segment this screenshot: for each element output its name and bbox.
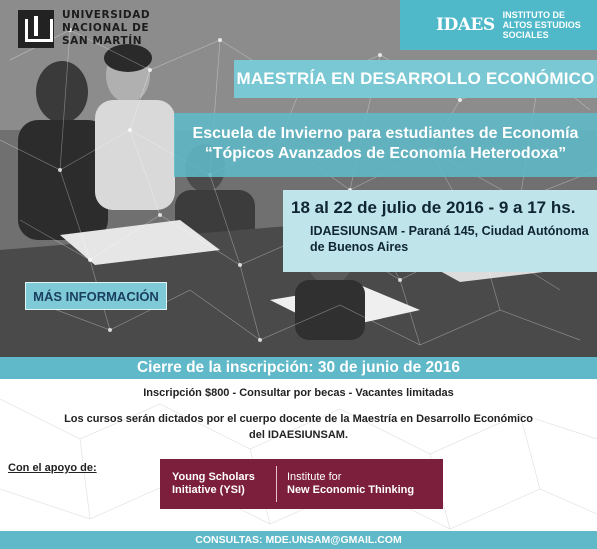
unsam-line2: NACIONAL DE: [62, 22, 150, 34]
course-title-line1: Escuela de Invierno para estudiantes de Economía: [192, 125, 579, 142]
price-line: Inscripción $800 - Consultar por becas - Vacantes limitadas: [143, 387, 454, 399]
program-title: MAESTRÍA EN DESARROLLO ECONÓMICO: [234, 60, 597, 98]
faculty-line2: del IDAESIUNSAM.: [248, 429, 348, 441]
unsam-line3: SAN MARTÍN: [62, 35, 143, 47]
contact-footer[interactable]: CONSULTAS: MDE.UNSAM@GMAIL.COM: [0, 531, 597, 549]
unsam-emblem-icon: [18, 10, 54, 48]
dates-venue-band: [283, 190, 597, 272]
idaes-line3: SOCIALES: [502, 30, 549, 40]
course-title-line2: “Tópicos Avanzados de Economía Heterodoxa”: [204, 145, 567, 162]
idaes-logo-box: [400, 0, 597, 50]
inet-line1: Institute for: [287, 471, 342, 483]
idaes-line1: INSTITUTO DE: [502, 10, 565, 20]
ysi-line2: Initiative (YSI): [172, 484, 245, 496]
faculty-line1: Los cursos serán dictados por el cuerpo docente de la Maestría en Desarrollo Económico: [64, 413, 533, 425]
support-label: Con el apoyo de:: [8, 462, 97, 474]
idaes-logo: IDAES: [436, 15, 495, 35]
inet-wordmark: [277, 471, 414, 497]
idaes-line2: ALTOS ESTUDIOS: [502, 20, 581, 30]
registration-deadline: Cierre de la inscripción: 30 de junio de 2016: [0, 357, 597, 379]
idaes-wordmark: [503, 10, 581, 40]
venue-line2: de Buenos Aires: [310, 240, 409, 254]
ysi-wordmark: [160, 471, 276, 497]
inet-line2: New Economic Thinking: [287, 484, 415, 496]
unsam-logo: [18, 9, 150, 48]
faculty-note: [60, 411, 537, 443]
venue-line1: IDAESIUNSAM - Paraná 145, Ciudad Autónoma: [310, 224, 589, 238]
ysi-line1: Young Scholars: [172, 471, 255, 483]
unsam-wordmark: [62, 9, 150, 48]
event-venue: [310, 223, 589, 255]
ysi-inet-logo[interactable]: [160, 459, 443, 509]
details-section: [0, 379, 597, 531]
unsam-line1: UNIVERSIDAD: [62, 9, 151, 21]
event-dates: 18 al 22 de julio de 2016 - 9 a 17 hs.: [291, 198, 576, 217]
more-info-button[interactable]: MÁS INFORMACIÓN: [25, 282, 167, 310]
course-title-band: [174, 113, 597, 177]
